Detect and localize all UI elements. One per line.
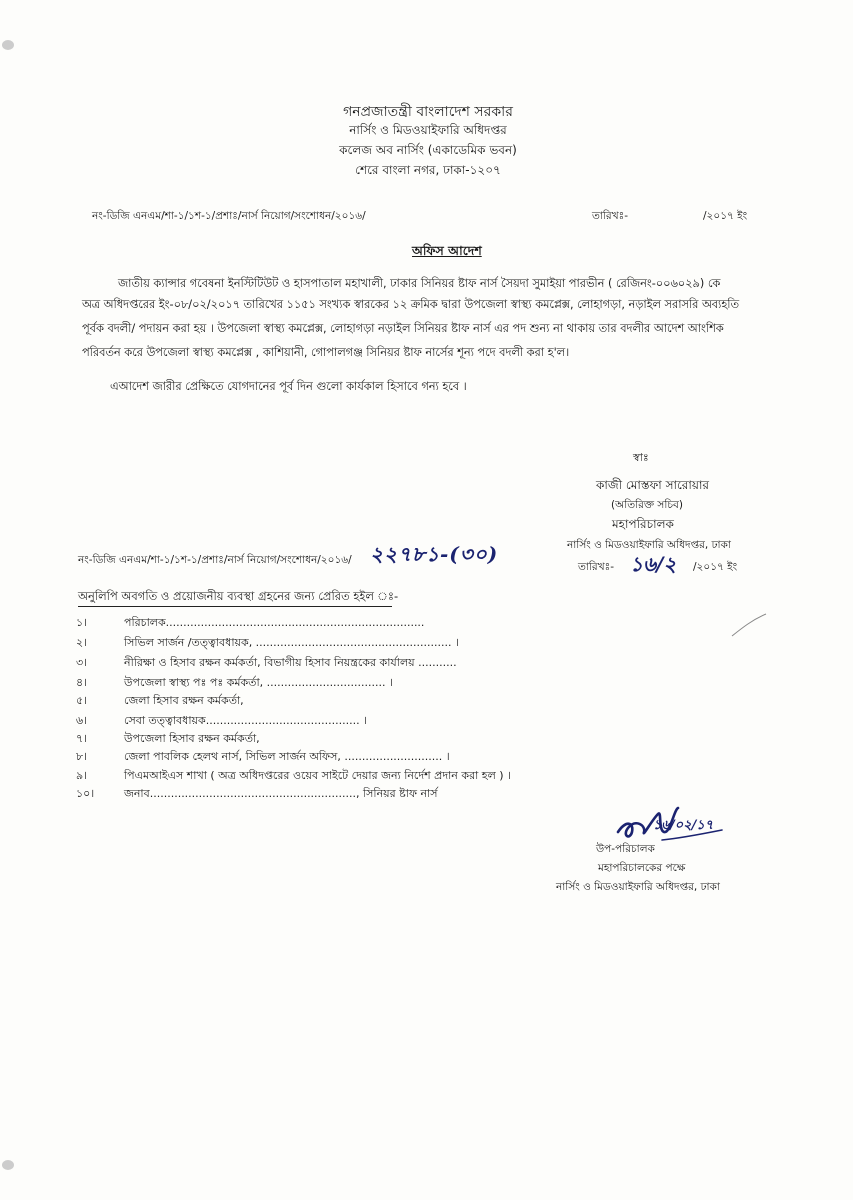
cc-item-text: সিভিল সার্জন /তত্ত্বাবধায়ক, ........................................................ ।: [124, 636, 459, 649]
cc-item-number: ৯।: [76, 769, 88, 782]
memo-number-2: নং-ডিজি এনএম/শা-১/১শ-১/প্রশাঃ/নার্স নিয়োগ/সংশোধন/২০১৬/: [78, 554, 352, 566]
cc-item-number: ১।: [76, 616, 88, 629]
cc-item-number: ৪।: [76, 676, 88, 689]
deputy-office: নার্সিং ও মিডওয়াইফারি অধিদপ্তর, ঢাকা: [556, 881, 720, 893]
cc-item-number: ৬।: [76, 714, 88, 727]
cc-item-text: সেবা তত্ত্বাবধায়ক............................................ ।: [124, 714, 367, 727]
college-name: কলেজ অব নার্সিং (একাডেমিক ভবন): [339, 143, 517, 157]
order-body-line: পূর্বক বদলী/ পদায়ন করা হয় । উপজেলা স্বাস্থ্য কমপ্লেক্স, লোহাগড়া নড়াইল সিনিয়র ষ্টাফ নার্স এর পদ শুন্য না থাকায় তার বদলীর আদেশ আংশিক: [82, 322, 724, 335]
cc-item-number: ৩।: [76, 656, 88, 669]
address: শেরে বাংলা নগর, ঢাকা-১২০৭: [355, 163, 501, 177]
cc-item-text: পরিচালক..........................................................................: [124, 616, 425, 629]
deputy-signature-date: ১৬/০২/১৭: [653, 818, 714, 833]
deputy-on-behalf: মহাপরিচালকের পক্ষে: [598, 862, 686, 874]
deputy-title: উপ-পরিচালক: [596, 843, 655, 855]
scan-mark: [730, 610, 770, 640]
signatory-designation: মহাপরিচালক: [612, 517, 674, 531]
cc-item-text: জনাব..........................................................., সিনিয়র ষ্টাফ নার্স: [124, 787, 438, 800]
date-label-2: তারিখঃ-: [578, 561, 614, 573]
cc-item-number: ২।: [76, 636, 88, 649]
directorate-name: নার্সিং ও মিডওয়াইফারি অধিদপ্তর: [349, 123, 507, 137]
cc-item-number: ৫।: [76, 694, 88, 707]
date-value: /২০১৭ ইং: [703, 210, 748, 222]
cc-item-text: উপজেলা স্বাস্থ্য পঃ পঃ কর্মকর্তা, .................................. ।: [124, 676, 393, 689]
cc-item-text: উপজেলা হিসাব রক্ষন কর্মকর্তা,: [124, 732, 260, 745]
govt-name: গনপ্রজাতন্ত্রী বাংলাদেশ সরকার: [343, 104, 513, 120]
date-label: তারিখঃ-: [592, 210, 628, 222]
cc-intro-underline: [78, 606, 392, 607]
cc-intro: অনুলিপি অবগতি ও প্রয়োজনীয় ব্যবস্থা গ্রহনের জন্য প্রেরিত হইল ঃ-: [78, 589, 399, 603]
order-footnote: এআদেশ জারীর প্রেক্ষিতে যোগদানের পূর্ব দিন গুলো কার্যকাল হিসাবে গন্য হবে ।: [110, 380, 467, 393]
punch-hole: [2, 40, 14, 50]
cc-item-text: জেলা হিসাব রক্ষন কর্মকর্তা,: [124, 694, 244, 707]
signatory-office: নার্সিং ও মিডওয়াইফারি অধিদপ্তর, ঢাকা: [567, 539, 731, 551]
date-suffix-2: /২০১৭ ইং: [693, 561, 738, 573]
order-body-line: পরিবর্তন করে উপজেলা স্বাস্থ্য কমপ্লেক্স , কাশিয়ানী, গোপালগঞ্জ সিনিয়র ষ্টাফ নার্সের শূন্য পদে বদলী করা হ'ল।: [82, 346, 570, 359]
signatory-name: কাজী মোস্তফা সারোয়ার: [596, 478, 710, 492]
punch-hole: [2, 1160, 14, 1170]
signatory-rank: (অতিরিক্ত সচিব): [611, 499, 683, 511]
cc-item-number: ৭।: [76, 732, 88, 745]
cc-item-number: ১০।: [76, 787, 95, 800]
cc-item-text: পিএমআইএস শাখা ( অত্র অধিদপ্তরের ওয়েব সাইটে দেয়ার জন্য নির্দেশ প্রদান করা হল ) ।: [124, 769, 511, 782]
order-body-line: জাতীয় ক্যান্সার গবেষনা ইনস্টিটিউট ও হাসপাতাল মহাখালী, ঢাকার সিনিয়র ষ্টাফ নার্স সৈয়দা সুমাইয়া পারভীন ( রেজিনং-০০৬০২৯) কে: [118, 277, 721, 290]
cc-item-text: নীরিক্ষা ও হিসাব রক্ষন কর্মকর্তা, বিভাগীয় হিসাব নিয়ন্ত্রকের কার্যালয় ...........: [124, 656, 457, 669]
cc-item-number: ৮।: [76, 750, 88, 763]
handwritten-memo-number: ২২৭৮১-(৩০): [370, 542, 499, 566]
signed-label: স্বাঃ: [633, 451, 649, 464]
handwritten-date: ১৬/২: [630, 552, 677, 576]
order-title: অফিস আদেশ: [412, 243, 482, 258]
memo-number: নং-ডিজি এনএম/শা-১/১শ-১/প্রশাঃ/নার্স নিয়োগ/সংশোধন/২০১৬/: [92, 210, 366, 222]
order-body-line: অত্র অধিদপ্তরের ইং-০৮/০২/২০১৭ তারিখের ১১৫১ সংখ্যক স্বারকের ১২ ক্রমিক দ্বারা উপজেলা স্বাস্থ্য কমপ্লেক্স, লোহাগড়া, নড়াইল সরাসরি অব্যহতি: [82, 298, 739, 311]
cc-item-text: জেলা পাবলিক হেলথ নার্স, সিভিল সার্জন অফিস, ............................ ।: [124, 750, 450, 763]
